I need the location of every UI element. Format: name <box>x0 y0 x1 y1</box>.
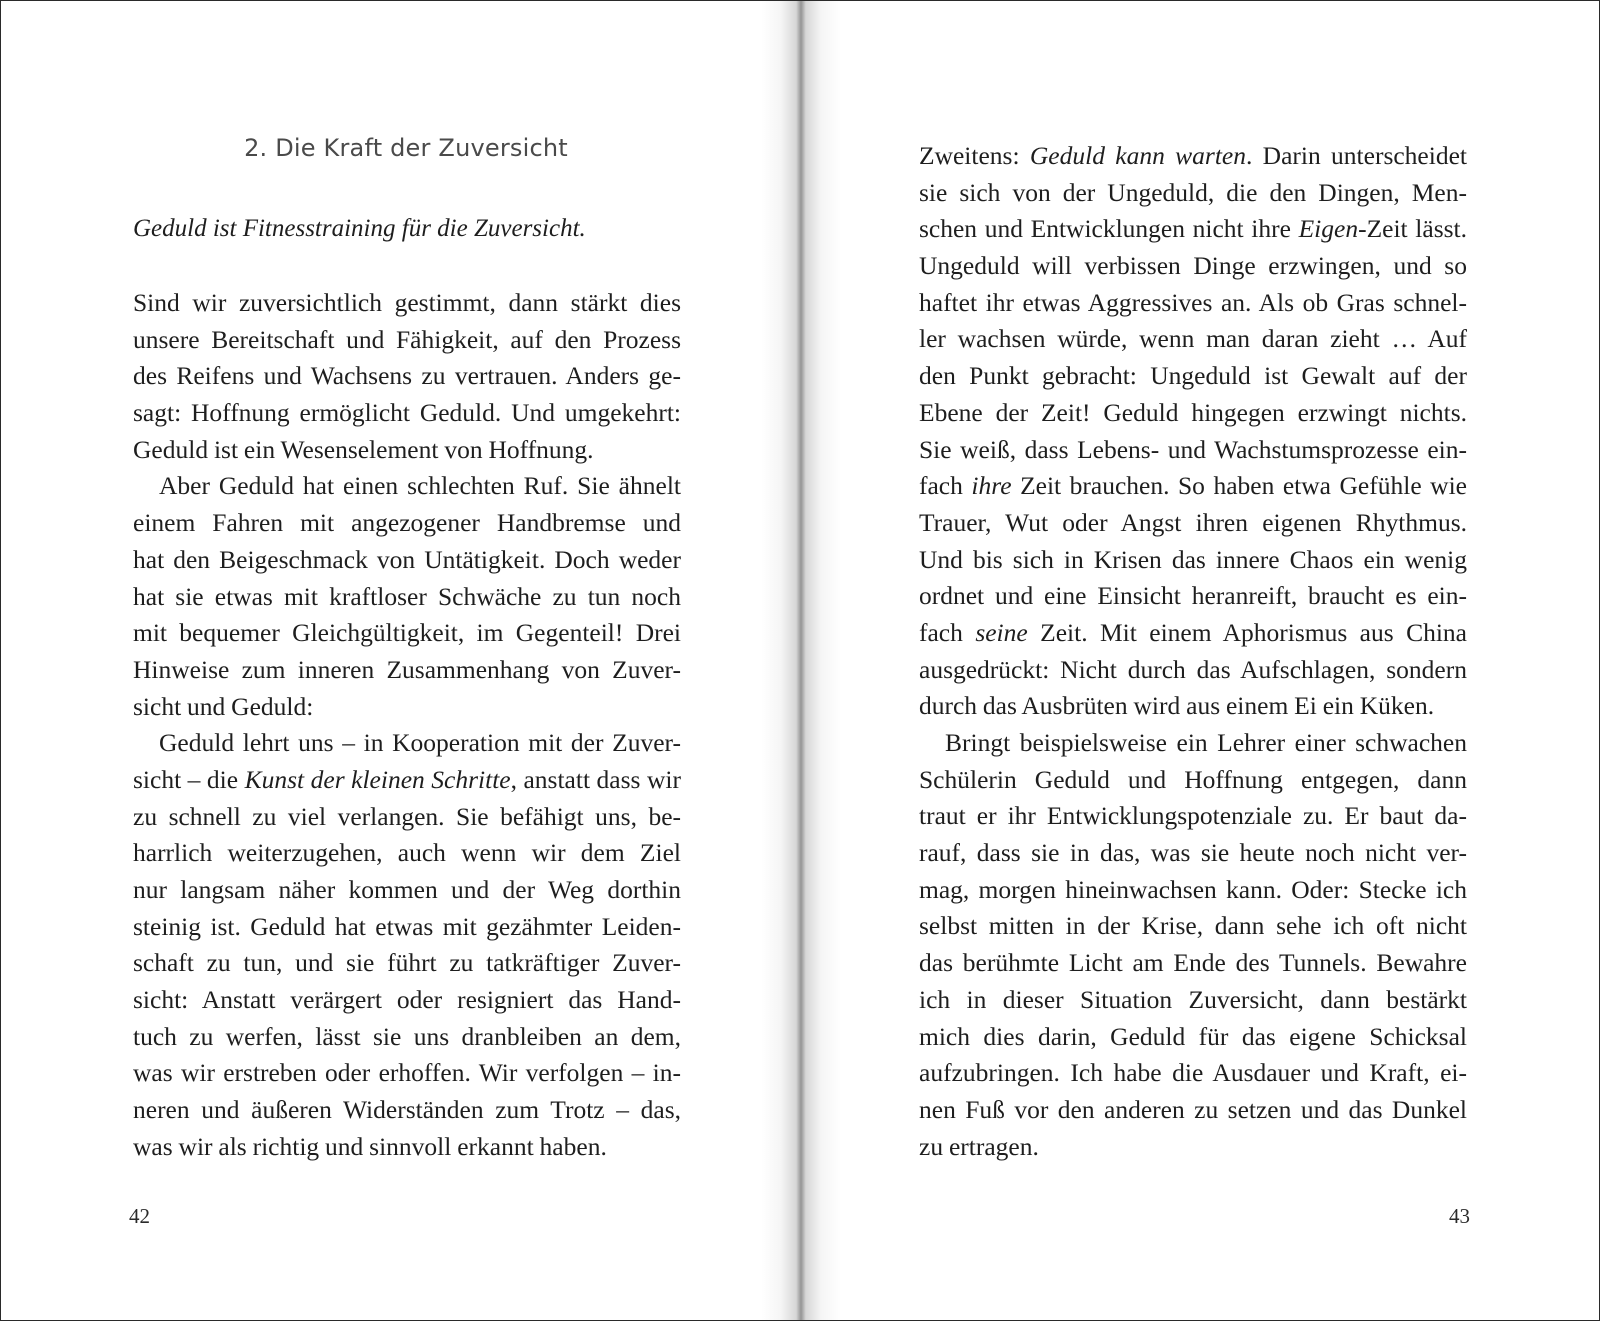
text-line: ich in dieser Situation Zuversicht, dann bestärkt <box>919 984 1467 1014</box>
page-number: 43 <box>1449 1204 1470 1228</box>
text-line: mag, morgen hineinwachsen kann. Oder: Stecke ich <box>919 874 1467 904</box>
italic-emphasis: seine <box>975 617 1028 647</box>
text-line: Schülerin Geduld und Hoffnung entgegen, dann <box>919 764 1467 794</box>
text-line: nur langsam näher kommen und der Weg dorthin <box>133 875 681 904</box>
text-line: sie sich von der Ungeduld, die den Dingen, Men- <box>919 177 1467 207</box>
italic-emphasis: Geduld kann warten <box>1029 141 1246 170</box>
italic-emphasis: ihre <box>971 471 1012 501</box>
text-line <box>919 468 1467 505</box>
text-line: was wir erstreben oder erhoffen. Wir verfolgen – in- <box>133 1058 681 1088</box>
text-line: traut er ihr Entwicklungspotenziale zu. Er baut da- <box>919 801 1467 831</box>
text-line: rauf, dass sie in das, was sie heute noch nicht ver- <box>919 838 1467 868</box>
text-line: Sind wir zuversichtlich gestimmt, dann stärkt dies <box>133 288 681 317</box>
chapter-title: 2. Die Kraft der Zuversicht <box>244 134 568 162</box>
text-line: mit bequemer Gleichgültigkeit, im Gegenteil! Drei <box>133 618 681 648</box>
text-line: Ungeduld will verbissen Dinge erzwingen, und so <box>919 251 1467 281</box>
text-run: schen und Entwicklungen nicht ihre <box>919 214 1299 244</box>
text-line <box>919 138 1467 175</box>
text-line: nen Fuß vor den anderen zu setzen und das Dunkel <box>919 1094 1467 1124</box>
book-gutter-shadow <box>761 1 841 1320</box>
text-line: Trauer, Wut oder Angst ihren eigenen Rhythmus. <box>919 507 1467 537</box>
text-run: sicht – die <box>133 764 245 794</box>
text-line: ler wachsen würde, wenn man daran zieht … Auf <box>919 324 1467 354</box>
text-line: haftet ihr etwas Aggressives an. Als ob Gras schnel- <box>919 287 1467 317</box>
text-line: Ebene der Zeit! Geduld hingegen erzwingt nichts. <box>919 397 1467 427</box>
text-line: sicht: Anstatt verärgert oder resigniert das Hand- <box>133 985 681 1015</box>
text-line: Sie weiß, dass Lebens- und Wachstumsprozesse ein- <box>919 434 1467 464</box>
left-body-text <box>133 285 681 1166</box>
text-line: ordnet und eine Einsicht heranreift, braucht es ein- <box>919 581 1467 611</box>
text-line: Geduld lehrt uns – in Kooperation mit der Zuver- <box>159 728 681 758</box>
text-line: durch das Ausbrüten wird aus einem Ei ein Küken. <box>919 691 1435 721</box>
italic-emphasis: Kunst der kleinen Schritte <box>244 764 511 794</box>
text-run: Zweitens: <box>919 141 1030 170</box>
page-number: 42 <box>129 1204 150 1228</box>
text-run: fach <box>919 471 972 501</box>
text-run: , anstatt dass wir <box>510 764 681 794</box>
text-line: unsere Bereitschaft und Fähigkeit, auf den Prozess <box>133 324 681 354</box>
text-line: ausgedrückt: Nicht durch das Aufschlagen, sondern <box>919 654 1467 684</box>
text-line <box>919 211 1467 248</box>
text-line: das berühmte Licht am Ende des Tunnels. Bewahre <box>919 948 1467 978</box>
text-line: mich dies darin, Geduld für das eigene Schicksal <box>919 1021 1467 1051</box>
right-page <box>919 1 1479 1320</box>
text-line: Bringt beispielsweise ein Lehrer einer schwachen <box>945 728 1467 757</box>
text-line <box>919 615 1467 652</box>
text-line: zu schnell zu viel verlangen. Sie befähigt uns, be- <box>133 801 681 831</box>
left-page <box>129 1 693 1320</box>
italic-emphasis: Eigen <box>1298 214 1359 244</box>
text-line: aufzubringen. Ich habe die Ausdauer und Kraft, ei- <box>919 1058 1467 1088</box>
text-line: Und bis sich in Krisen das innere Chaos ein wenig <box>919 544 1467 574</box>
text-line: steinig ist. Geduld hat etwas mit gezähmter Leiden- <box>133 911 681 941</box>
text-line: neren und äußeren Widerständen zum Trotz – das, <box>133 1095 681 1125</box>
text-line: Aber Geduld hat einen schlechten Ruf. Sie ähnelt <box>159 471 681 501</box>
text-line: zu ertragen. <box>919 1131 1039 1161</box>
right-body-text <box>919 138 1467 1165</box>
text-line: schaft zu tun, und sie führt zu tatkräftiger Zuver- <box>133 948 681 978</box>
text-line: Hinweise zum inneren Zusammenhang von Zuver- <box>133 654 681 684</box>
text-line: harrlich weiterzugehen, auch wenn wir dem Ziel <box>133 838 681 868</box>
text-line: hat sie etwas mit kraftloser Schwäche zu tun noch <box>133 581 681 611</box>
text-run: . Darin unterscheidet <box>1245 141 1467 170</box>
text-line: selbst mitten in der Krise, dann sehe ich oft nicht <box>919 911 1467 941</box>
chapter-motto: Geduld ist Fitnesstraining für die Zuversicht. <box>133 215 586 242</box>
text-line <box>133 762 681 799</box>
text-line: was wir als richtig und sinnvoll erkannt haben. <box>133 1131 607 1161</box>
text-run: fach <box>919 617 976 647</box>
text-line: den Punkt gebracht: Ungeduld ist Gewalt auf der <box>919 361 1467 391</box>
text-line: hat den Beigeschmack von Untätigkeit. Doch weder <box>133 544 681 574</box>
text-run: -Zeit lässt. <box>1358 214 1467 244</box>
text-line: Geduld ist ein Wesenselement von Hoffnung. <box>133 434 594 464</box>
text-line: einem Fahren mit angezogener Handbremse und <box>133 508 681 538</box>
text-line: tuch zu werfen, lässt sie uns dranbleiben an dem, <box>133 1021 681 1051</box>
text-line: des Reifens und Wachsens zu vertrauen. Anders ge- <box>133 361 681 391</box>
text-run: Zeit brauchen. So haben etwa Gefühle wie <box>1011 471 1467 501</box>
text-line: sagt: Hoffnung ermöglicht Geduld. Und umgekehrt: <box>133 398 681 428</box>
text-run: Zeit. Mit einem Aphorismus aus China <box>1027 617 1467 647</box>
text-line: sicht und Geduld: <box>133 691 314 721</box>
